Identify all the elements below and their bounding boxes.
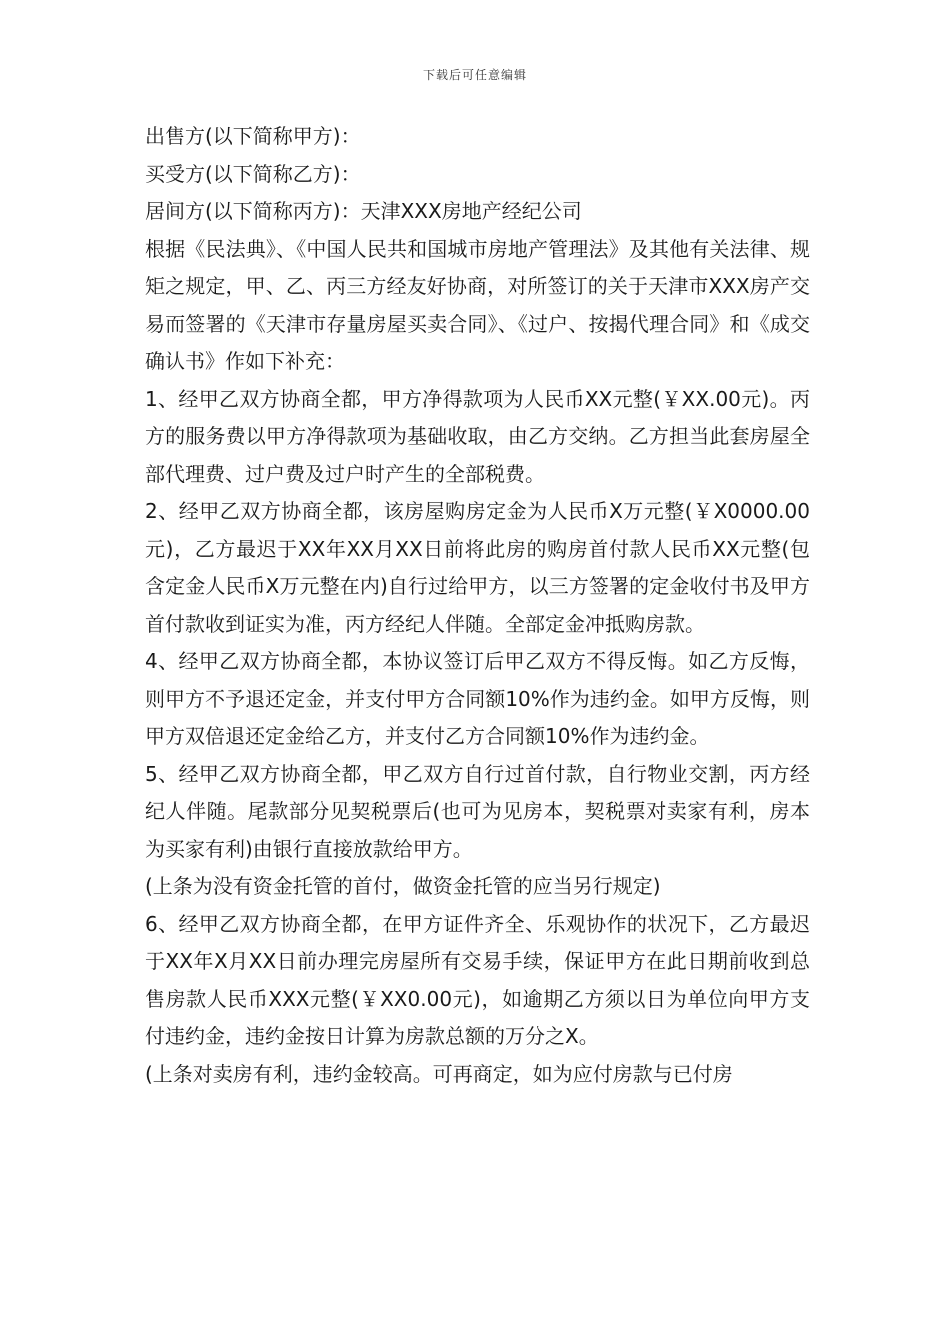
party-buyer: 买受方(以下简称乙方)： <box>145 161 361 186</box>
clause-1: 1、经甲乙双方协商全都，甲方净得款项为人民币XX元整(￥XX.00元)。丙方的服务费以甲方净得款项为基础收取，由乙方交纳。乙方担当此套房屋全部代理费、过户费及过户时产生的全部税费。 <box>145 386 810 486</box>
party-agent: 居间方(以下简称丙方)：天津XXX房地产经纪公司 <box>145 199 582 223</box>
clause-6: 6、经甲乙双方协商全都，在甲方证件齐全、乐观协作的状况下，乙方最迟于XX年X月XX日前办理完房屋所有交易手续，保证甲方在此日期前收到总售房款人民币XXX元整(￥XX0.00元)，如逾期乙方须以日为单位向甲方支付违约金，违约金按日计算为房款总额的万分之X。 <box>145 911 810 1048</box>
preamble-paragraph: 根据《民法典》、《中国人民共和国城市房地产管理法》及其他有关法律、规矩之规定，甲、乙、丙三方经友好协商，对所签订的关于天津市XXX房产交易而签署的《天津市存量房屋买卖合同》、《过户、按揭代理合同》和《成交确认书》作如下补充： <box>145 236 810 373</box>
clause-4: 4、经甲乙双方协商全都，本协议签订后甲乙双方不得反悔。如乙方反悔，则甲方不予退还定金，并支付甲方合同额10%作为违约金。如甲方反悔，则甲方双倍退还定金给乙方，并支付乙方合同额10%作为违约金。 <box>145 649 810 748</box>
clause-2: 2、经甲乙双方协商全都，该房屋购房定金为人民币X万元整(￥X0000.00元)，乙方最迟于XX年XX月XX日前将此房的购房首付款人民币XX元整(包含定金人民币X万元整在内)自行过给甲方，以三方签署的定金收付书及甲方首付款收到证实为准，丙方经纪人伴随。全部定金冲抵购房款。 <box>145 499 810 636</box>
clause-6-note: (上条对卖房有利，违约金较高。可再商定，如为应付房款与已付房 <box>145 1061 733 1086</box>
clause-5-note: (上条为没有资金托管的首付，做资金托管的应当另行规定) <box>145 874 661 898</box>
clause-5: 5、经甲乙双方协商全都，甲乙双方自行过首付款，自行物业交割，丙方经纪人伴随。尾款部分见契税票后(也可为见房本，契税票对卖家有利，房本为买家有利)由银行直接放款给甲方。 <box>145 761 810 861</box>
header-note: 下载后可任意编辑 <box>422 68 527 82</box>
party-seller: 出售方(以下简称甲方)： <box>145 124 361 148</box>
document-body <box>145 118 810 1093</box>
